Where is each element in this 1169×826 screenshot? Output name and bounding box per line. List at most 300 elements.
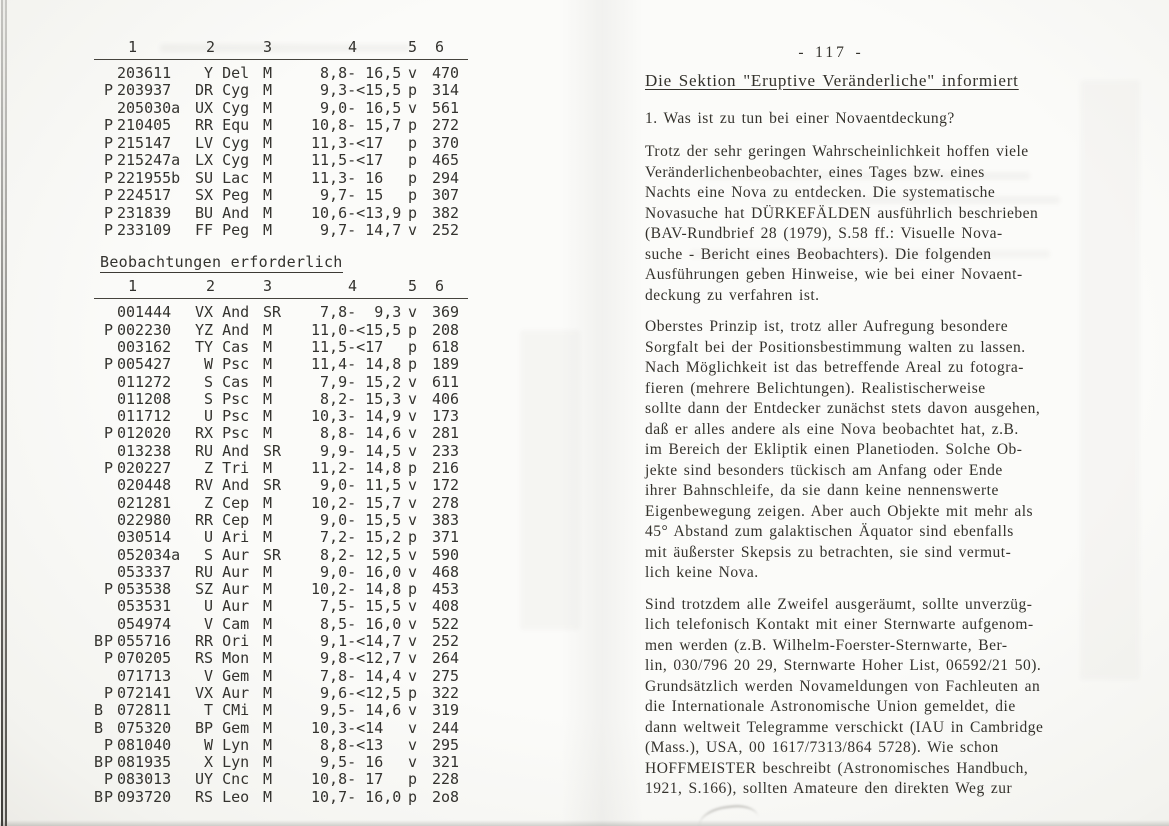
catalog-number: 012020 bbox=[117, 424, 172, 443]
flag-p: P bbox=[104, 683, 114, 702]
flag-b: B bbox=[94, 787, 104, 806]
star-name: VX And bbox=[195, 303, 250, 322]
variability-type: M bbox=[263, 407, 273, 426]
text-line: Ausführungen geben Hinweise, wie bei einer Novaent- bbox=[645, 266, 1023, 283]
magnitude-range: 9,1-<14,7 bbox=[311, 632, 402, 651]
magnitude-range: 8,8-<13 bbox=[311, 735, 384, 754]
table-row bbox=[94, 170, 468, 187]
band-code: v bbox=[408, 666, 418, 685]
star-name: RS Leo bbox=[195, 787, 250, 806]
table-row bbox=[94, 135, 468, 152]
band-code: v bbox=[408, 64, 418, 82]
flag-p: P bbox=[104, 770, 114, 789]
flag-p: P bbox=[104, 151, 114, 170]
magnitude-range: 9,0- 16,5 bbox=[311, 98, 402, 117]
text-line: suche - Bericht eines Beobachters). Die folgenden bbox=[645, 245, 992, 263]
magnitude-range: 8,2- 15,3 bbox=[311, 389, 402, 408]
magnitude-range: 7,8- 9,3 bbox=[311, 303, 402, 322]
text-line: ihrer Bahnschleife, da sie dann keine nennenswerte bbox=[645, 482, 999, 499]
magnitude-range: 11,5-<17 bbox=[311, 337, 384, 356]
text-line: Grundsätzlich werden Novameldungen von Fachleuten an bbox=[645, 677, 1041, 695]
variability-type: M bbox=[263, 614, 273, 633]
variability-type: SR bbox=[263, 303, 282, 322]
table-row bbox=[94, 771, 468, 788]
flag-p: P bbox=[104, 735, 114, 754]
star-name: Y Del bbox=[195, 64, 250, 82]
column-header: 1 bbox=[128, 38, 138, 56]
count-value: 321 bbox=[432, 753, 460, 772]
magnitude-range: 9,5- 14,6 bbox=[311, 701, 402, 720]
catalog-number: 224517 bbox=[117, 186, 172, 205]
magnitude-range: 9,0- 16,0 bbox=[311, 562, 402, 581]
count-value: 561 bbox=[432, 98, 460, 117]
variability-type: M bbox=[263, 753, 273, 772]
table-row bbox=[94, 547, 468, 564]
count-value: 465 bbox=[432, 151, 460, 170]
star-name: U Psc bbox=[195, 407, 250, 426]
count-value: 383 bbox=[432, 510, 460, 529]
table2-header bbox=[94, 277, 468, 298]
catalog-number: 011712 bbox=[117, 407, 172, 426]
band-code: p bbox=[408, 116, 418, 135]
magnitude-range: 10,3-<14 bbox=[311, 718, 384, 737]
catalog-number: 002230 bbox=[117, 320, 172, 339]
band-code: v bbox=[408, 545, 418, 564]
table-row bbox=[94, 443, 468, 460]
catalog-number: 021281 bbox=[117, 493, 172, 512]
question-heading: 1. Was ist zu tun bei einer Novaentdeckung? bbox=[645, 110, 955, 127]
table-row bbox=[94, 152, 468, 169]
magnitude-range: 9,9- 14,5 bbox=[311, 441, 402, 460]
variability-type: M bbox=[263, 528, 273, 547]
text-line: im Bereich der Ekliptik einen Planetioden. Solche Ob- bbox=[645, 441, 1023, 458]
count-value: 453 bbox=[432, 580, 460, 599]
table1-rule bbox=[94, 59, 468, 60]
catalog-number: 054974 bbox=[117, 614, 172, 633]
magnitude-range: 9,7- 14,7 bbox=[311, 220, 402, 239]
star-name: LX Cyg bbox=[195, 151, 250, 170]
table-row bbox=[94, 82, 468, 99]
flag-p: P bbox=[104, 632, 114, 651]
catalog-number: 081040 bbox=[117, 735, 172, 754]
count-value: 370 bbox=[432, 133, 460, 152]
table-row bbox=[94, 581, 468, 598]
text-line: Eigenbewegung zeigen. Aber auch Objekte mit mehr als bbox=[645, 502, 1034, 520]
band-code: p bbox=[408, 81, 418, 100]
table-row bbox=[94, 512, 468, 529]
variability-type: M bbox=[263, 735, 273, 754]
magnitude-range: 10,8- 17 bbox=[311, 770, 384, 789]
band-code: v bbox=[408, 632, 418, 651]
count-value: 252 bbox=[432, 220, 460, 239]
band-code: v bbox=[408, 649, 418, 668]
column-header: 2 bbox=[206, 277, 216, 296]
column-header: 5 bbox=[408, 277, 418, 296]
table-row bbox=[94, 616, 468, 633]
count-value: 406 bbox=[432, 389, 460, 408]
catalog-number: 055716 bbox=[117, 632, 172, 651]
catalog-number: 072141 bbox=[117, 683, 172, 702]
magnitude-range: 7,9- 15,2 bbox=[311, 372, 402, 391]
variability-type: M bbox=[263, 337, 273, 356]
table-row bbox=[94, 222, 468, 239]
star-name: RU Aur bbox=[195, 562, 250, 581]
band-code: v bbox=[408, 562, 418, 581]
flag-p: P bbox=[104, 186, 114, 205]
magnitude-range: 9,3-<15,5 bbox=[311, 81, 402, 100]
variability-type: M bbox=[263, 389, 273, 408]
catalog-number: 070205 bbox=[117, 649, 172, 668]
variability-type: M bbox=[263, 649, 273, 668]
magnitude-range: 9,7- 15 bbox=[311, 186, 384, 205]
band-code: v bbox=[408, 597, 418, 616]
band-code: v bbox=[408, 476, 418, 495]
band-code: p bbox=[408, 168, 418, 187]
flag-p: P bbox=[104, 649, 114, 668]
book-edge bbox=[0, 0, 8, 826]
table-row bbox=[94, 391, 468, 408]
variability-type: M bbox=[263, 133, 273, 152]
count-value: 172 bbox=[432, 476, 460, 495]
variability-type: SR bbox=[263, 545, 282, 564]
star-name: RR Cep bbox=[195, 510, 250, 529]
star-name: W Psc bbox=[195, 355, 250, 374]
text-line: Sorgfalt bei der Positionsbestimmung walten zu lassen. bbox=[645, 338, 1026, 356]
variability-type: M bbox=[263, 186, 273, 205]
band-code: v bbox=[408, 614, 418, 633]
column-header: 6 bbox=[435, 277, 445, 296]
table-row bbox=[94, 100, 468, 117]
variability-type: M bbox=[263, 372, 273, 391]
table-row bbox=[94, 477, 468, 494]
table-row bbox=[94, 650, 468, 667]
table-row bbox=[94, 702, 468, 719]
star-name: BU And bbox=[195, 203, 250, 222]
count-value: 294 bbox=[432, 168, 460, 187]
band-code: v bbox=[408, 372, 418, 391]
magnitude-range: 10,2- 14,8 bbox=[311, 580, 402, 599]
text-line: 1921, S.166), sollten Amateure den direkten Weg zur bbox=[645, 780, 1013, 797]
count-value: 319 bbox=[432, 701, 460, 720]
star-name: X Lyn bbox=[195, 753, 250, 772]
catalog-number: 052034a bbox=[117, 545, 181, 564]
star-name: FF Peg bbox=[195, 220, 250, 239]
text-line: (BAV-Rundbrief 28 (1979), S.58 ff.: Visuelle Nova- bbox=[645, 225, 1003, 242]
catalog-number: 001444 bbox=[117, 303, 172, 322]
text-line: Nachts eine Nova zu entdecken. Die systematische bbox=[645, 184, 996, 201]
paragraph bbox=[645, 595, 1150, 800]
count-value: 272 bbox=[432, 116, 460, 135]
magnitude-range: 10,6-<13,9 bbox=[311, 203, 402, 222]
table-row bbox=[94, 668, 468, 685]
count-value: 252 bbox=[432, 632, 460, 651]
count-value: 522 bbox=[432, 614, 460, 633]
text-line: deckung zu verfahren ist. bbox=[645, 286, 820, 304]
flag-b: B bbox=[94, 701, 104, 720]
flag-p: P bbox=[104, 81, 114, 100]
band-code: p bbox=[408, 528, 418, 547]
count-value: 281 bbox=[432, 424, 460, 443]
band-code: p bbox=[408, 355, 418, 374]
magnitude-range: 9,0- 11,5 bbox=[311, 476, 402, 495]
magnitude-range: 10,2- 15,7 bbox=[311, 493, 402, 512]
star-name: U Ari bbox=[195, 528, 250, 547]
right-page bbox=[645, 40, 1150, 800]
table-row bbox=[94, 356, 468, 373]
text-line: Oberstes Prinzip ist, trotz aller Aufregung besondere bbox=[645, 318, 1009, 335]
table-row bbox=[94, 408, 468, 425]
star-table-1 bbox=[94, 65, 468, 239]
band-code: p bbox=[408, 770, 418, 789]
band-code: v bbox=[408, 753, 418, 772]
variability-type: M bbox=[263, 98, 273, 117]
star-name: RR Ori bbox=[195, 632, 250, 651]
catalog-number: 081935 bbox=[117, 753, 172, 772]
variability-type: SR bbox=[263, 476, 282, 495]
table2-rule bbox=[94, 298, 468, 299]
star-name: RS Mon bbox=[195, 649, 250, 668]
variability-type: M bbox=[263, 203, 273, 222]
count-value: 295 bbox=[432, 735, 460, 754]
band-code: v bbox=[408, 701, 418, 720]
band-code: p bbox=[408, 683, 418, 702]
variability-type: M bbox=[263, 787, 273, 806]
count-value: 468 bbox=[432, 562, 460, 581]
paragraph bbox=[645, 317, 1150, 584]
variability-type: M bbox=[263, 510, 273, 529]
band-code: p bbox=[408, 787, 418, 806]
table-row bbox=[94, 187, 468, 204]
magnitude-range: 11,3-<17 bbox=[311, 133, 384, 152]
variability-type: M bbox=[263, 64, 273, 82]
catalog-number: 013238 bbox=[117, 441, 172, 460]
star-name: V Cam bbox=[195, 614, 250, 633]
text-line: Veränderlichenbeobachter, eines Tages bzw. eines bbox=[645, 163, 985, 181]
flag-p: P bbox=[104, 203, 114, 222]
section-heading-row bbox=[94, 253, 468, 272]
star-table-2 bbox=[94, 304, 468, 806]
table-row bbox=[94, 564, 468, 581]
variability-type: M bbox=[263, 632, 273, 651]
count-value: 314 bbox=[432, 81, 460, 100]
star-name: S Cas bbox=[195, 372, 250, 391]
table-row bbox=[94, 495, 468, 512]
left-page bbox=[94, 38, 468, 806]
variability-type: M bbox=[263, 320, 273, 339]
star-name: TY Cas bbox=[195, 337, 250, 356]
catalog-number: 071713 bbox=[117, 666, 172, 685]
star-name: UX Cyg bbox=[195, 98, 250, 117]
flag-p: P bbox=[104, 787, 114, 806]
magnitude-range: 10,7- 16,0 bbox=[311, 787, 402, 806]
catalog-number: 233109 bbox=[117, 220, 172, 239]
count-value: 2o8 bbox=[432, 787, 460, 806]
count-value: 371 bbox=[432, 528, 460, 547]
table-row bbox=[94, 685, 468, 702]
column-header: 4 bbox=[348, 277, 358, 296]
count-value: 382 bbox=[432, 203, 460, 222]
catalog-number: 020448 bbox=[117, 476, 172, 495]
catalog-number: 053531 bbox=[117, 597, 172, 616]
table-row bbox=[94, 633, 468, 650]
catalog-number: 003162 bbox=[117, 337, 172, 356]
catalog-number: 221955b bbox=[117, 168, 181, 187]
flag-p: P bbox=[104, 580, 114, 599]
count-value: 189 bbox=[432, 355, 460, 374]
count-value: 228 bbox=[432, 770, 460, 789]
paragraph bbox=[645, 142, 1150, 306]
catalog-number: 203611 bbox=[117, 64, 172, 82]
table-row bbox=[94, 117, 468, 134]
flag-b: B bbox=[94, 632, 104, 651]
variability-type: SR bbox=[263, 441, 282, 460]
magnitude-range: 11,2- 14,8 bbox=[311, 459, 402, 478]
column-header: 4 bbox=[348, 38, 358, 56]
flag-p: P bbox=[104, 320, 114, 339]
flag-b: B bbox=[94, 753, 104, 772]
star-name: BP Gem bbox=[195, 718, 250, 737]
star-name: U Aur bbox=[195, 597, 250, 616]
table-row bbox=[94, 322, 468, 339]
catalog-number: 215147 bbox=[117, 133, 172, 152]
variability-type: M bbox=[263, 220, 273, 239]
table-row bbox=[94, 737, 468, 754]
catalog-number: 011272 bbox=[117, 372, 172, 391]
band-code: v bbox=[408, 407, 418, 426]
catalog-number: 053538 bbox=[117, 580, 172, 599]
text-line: men werden (z.B. Wilhelm-Foerster-Sternwarte, Ber- bbox=[645, 636, 1008, 654]
variability-type: M bbox=[263, 116, 273, 135]
table-row bbox=[94, 720, 468, 737]
star-name: Z Cep bbox=[195, 493, 250, 512]
column-header: 5 bbox=[408, 38, 418, 56]
variability-type: M bbox=[263, 701, 273, 720]
table-row bbox=[94, 460, 468, 477]
band-code: p bbox=[408, 320, 418, 339]
star-name: S Psc bbox=[195, 389, 250, 408]
magnitude-range: 8,2- 12,5 bbox=[311, 545, 402, 564]
magnitude-range: 9,8-<12,7 bbox=[311, 649, 402, 668]
band-code: v bbox=[408, 220, 418, 239]
catalog-number: 093720 bbox=[117, 787, 172, 806]
body-text bbox=[645, 142, 1150, 800]
catalog-number: 030514 bbox=[117, 528, 172, 547]
star-name: SZ Aur bbox=[195, 580, 250, 599]
text-line: Trotz der sehr geringen Wahrscheinlichkeit hoffen viele bbox=[645, 143, 1029, 160]
count-value: 408 bbox=[432, 597, 460, 616]
magnitude-range: 10,8- 15,7 bbox=[311, 116, 402, 135]
star-name: YZ And bbox=[195, 320, 250, 339]
text-line: Novasuche hat DÜRKEFÄLDEN ausführlich beschrieben bbox=[645, 204, 1039, 222]
flag-p: P bbox=[104, 220, 114, 239]
table-row bbox=[94, 339, 468, 356]
variability-type: M bbox=[263, 770, 273, 789]
scan-shadow bbox=[0, 820, 1169, 826]
magnitude-range: 7,8- 14,4 bbox=[311, 666, 402, 685]
table-row bbox=[94, 425, 468, 442]
band-code: v bbox=[408, 493, 418, 512]
count-value: 307 bbox=[432, 186, 460, 205]
table-row bbox=[94, 529, 468, 546]
star-name: Z Tri bbox=[195, 459, 250, 478]
text-line: dann weltweit Telegramme verschickt (IAU in Cambridge bbox=[645, 718, 1044, 736]
flag-p: P bbox=[104, 355, 114, 374]
catalog-number: 083013 bbox=[117, 770, 172, 789]
band-code: v bbox=[408, 510, 418, 529]
magnitude-range: 7,2- 15,2 bbox=[311, 528, 402, 547]
band-code: v bbox=[408, 98, 418, 117]
column-header: 6 bbox=[435, 38, 445, 56]
count-value: 322 bbox=[432, 683, 460, 702]
count-value: 275 bbox=[432, 666, 460, 685]
star-name: T CMi bbox=[195, 701, 250, 720]
variability-type: M bbox=[263, 718, 273, 737]
catalog-number: 005427 bbox=[117, 355, 172, 374]
band-code: v bbox=[408, 389, 418, 408]
flag-b: B bbox=[94, 718, 104, 737]
star-name: SU Lac bbox=[195, 168, 250, 187]
table-row bbox=[94, 304, 468, 321]
band-code: p bbox=[408, 580, 418, 599]
text-line: Nach Möglichkeit ist das betreffende Areal zu fotogra- bbox=[645, 359, 1024, 376]
star-name: V Gem bbox=[195, 666, 250, 685]
star-name: RU And bbox=[195, 441, 250, 460]
band-code: p bbox=[408, 186, 418, 205]
star-name: SX Peg bbox=[195, 186, 250, 205]
band-code: v bbox=[408, 735, 418, 754]
text-line: lich telefonisch Kontakt mit einer Sternwarte aufgenom- bbox=[645, 616, 1034, 633]
variability-type: M bbox=[263, 81, 273, 100]
catalog-number: 020227 bbox=[117, 459, 172, 478]
star-name: S Aur bbox=[195, 545, 250, 564]
table-row bbox=[94, 598, 468, 615]
catalog-number: 011208 bbox=[117, 389, 172, 408]
band-code: p bbox=[408, 133, 418, 152]
text-line: jekte sind besonders tückisch am Anfang oder Ende bbox=[645, 461, 1003, 479]
star-name: RR Equ bbox=[195, 116, 250, 135]
count-value: 369 bbox=[432, 303, 460, 322]
band-code: v bbox=[408, 441, 418, 460]
magnitude-range: 8,8- 14,6 bbox=[311, 424, 402, 443]
band-code: p bbox=[408, 203, 418, 222]
band-code: v bbox=[408, 718, 418, 737]
variability-type: M bbox=[263, 424, 273, 443]
magnitude-range: 11,4- 14,8 bbox=[311, 355, 402, 374]
column-header: 2 bbox=[206, 38, 216, 56]
text-line: 45° Abstand zum galaktischen Äquator sind ebenfalls bbox=[645, 523, 1014, 540]
band-code: v bbox=[408, 424, 418, 443]
star-name: LV Cyg bbox=[195, 133, 250, 152]
variability-type: M bbox=[263, 151, 273, 170]
flag-p: P bbox=[104, 116, 114, 135]
star-name: RV And bbox=[195, 476, 250, 495]
variability-type: M bbox=[263, 493, 273, 512]
magnitude-range: 9,6-<12,5 bbox=[311, 683, 402, 702]
band-code: p bbox=[408, 459, 418, 478]
page-number: - 117 - bbox=[798, 44, 864, 61]
count-value: 244 bbox=[432, 718, 460, 737]
magnitude-range: 7,5- 15,5 bbox=[311, 597, 402, 616]
count-value: 618 bbox=[432, 337, 460, 356]
count-value: 590 bbox=[432, 545, 460, 564]
variability-type: M bbox=[263, 355, 273, 374]
variability-type: M bbox=[263, 597, 273, 616]
band-code: v bbox=[408, 303, 418, 322]
count-value: 216 bbox=[432, 459, 460, 478]
catalog-number: 075320 bbox=[117, 718, 172, 737]
magnitude-range: 8,8- 16,5 bbox=[311, 64, 402, 82]
variability-type: M bbox=[263, 168, 273, 187]
